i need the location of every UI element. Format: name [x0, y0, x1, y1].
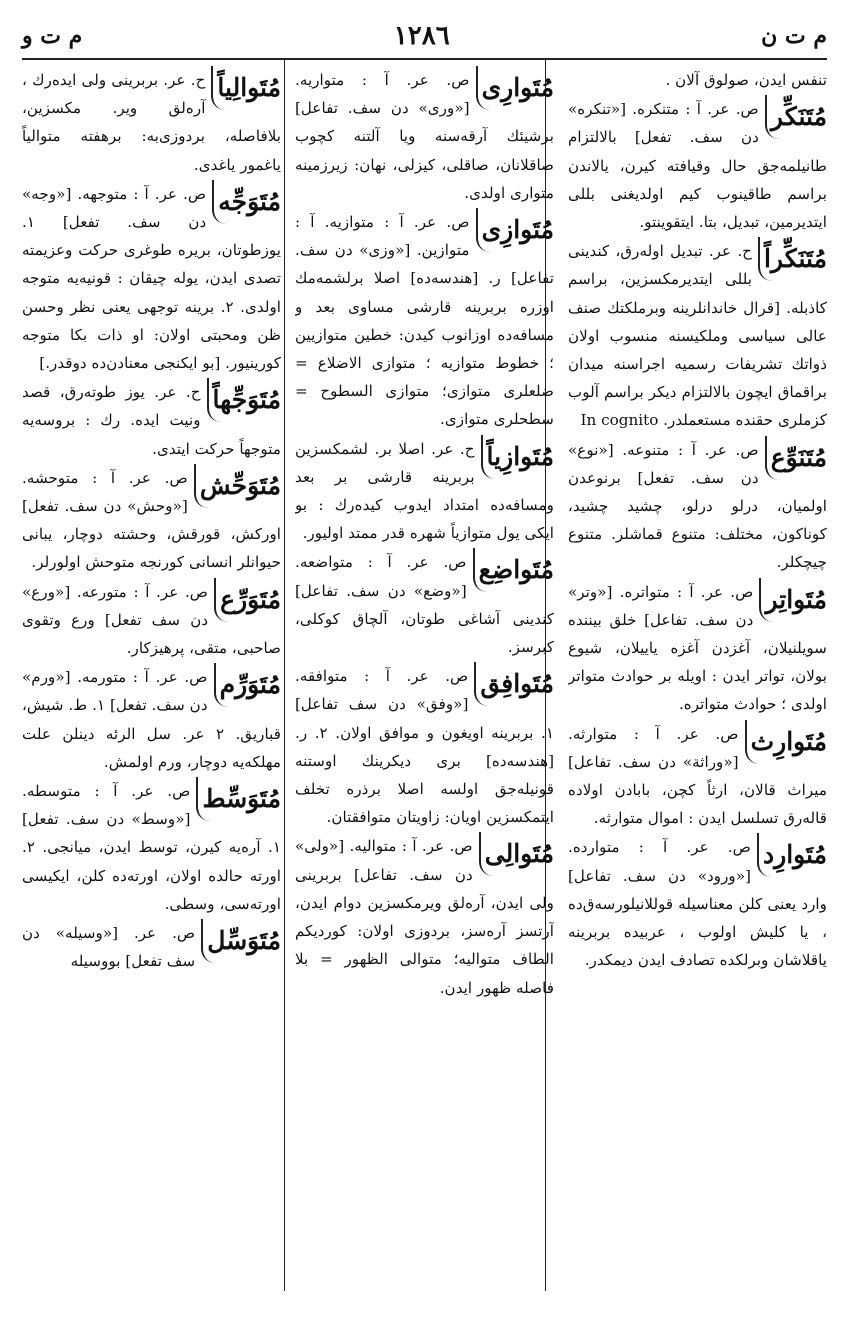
- entry-definition: قارشی بر بعد ومسافه‌ده امتداد ایدوب کیدەرك : بو ایکی یول متوازیاً شهره قدر ممتد اولیور.: [295, 467, 554, 543]
- dictionary-entry: [22, 378, 281, 463]
- entry-grammar-note: ص. عر. آ : متوحشه. [«وحش» دن سف. تفعل]: [22, 468, 188, 516]
- entry-headword: مُتَوَحِّش: [194, 464, 281, 508]
- entry-headword: مُتَنَکِّراً: [758, 237, 827, 281]
- entry-headword: مُتَنَکِّر: [765, 95, 827, 139]
- entry-grammar-note: ص. عر. آ : متورعه. [«ورع» دن سف تفعل]: [22, 582, 209, 629]
- dictionary-entry: [568, 578, 827, 719]
- entry-grammar-note: ص. عر. آ : متوارثه. [«وراثة» دن سف. تفاعل]: [568, 724, 739, 771]
- entry-headword: مُتَوَرِّع: [214, 578, 281, 622]
- dictionary-entry: [22, 464, 281, 577]
- dictionary-entry: [22, 919, 281, 975]
- entry-headword: مُتَوالِیاً: [211, 66, 281, 110]
- dictionary-entry: [22, 578, 281, 663]
- entry-grammar-note: ص. عر. آ : متوالیه. [«ولی» دن سف. تفاعل]: [295, 837, 473, 884]
- entry-definition: تنفس ایدن، صولوق آلان .: [665, 71, 827, 89]
- entry-definition: برشیئك آرقه‌سنه ویا آلتنه کچوب صاقلانان، صاقلی، کیزلی، نهان: زیرزمینه متواری اولدی.: [295, 127, 554, 202]
- entry-grammar-note: ص. عر. آ : متورمه. [«ورم» دن سف. تفعل]: [22, 668, 208, 715]
- entry-definition: بالالتزام طانیلمه‌جق حال وقیافته کیرن، یالاندن براسم طاقینوب کیم اولدیغنی بللی ایتدیرمین، تبدیل، بتا. ایتقوینتو.: [568, 128, 827, 232]
- entry-grammar-note: ص. عر. آ : متواضعه. [«وضع» دن سف. تفاعل]: [295, 553, 467, 600]
- dictionary-entry: [22, 777, 281, 918]
- header-left-letters: م ت و: [22, 23, 83, 49]
- page-number: ١٢٨٦: [393, 21, 450, 51]
- header-rule: [22, 58, 827, 60]
- dictionary-entry: [295, 548, 554, 661]
- entry-headword: مُتَوَسِّط: [196, 777, 281, 821]
- header-right-letters: م ت ن: [761, 23, 827, 49]
- entry-grammar-note: ص. عر. آ : متواتره. [«وتر» دن سف. تفاعل]: [568, 582, 754, 629]
- entry-grammar-note: ص. عر. آ : متوجهه. [«وجه» دن سف. تفعل]: [22, 184, 207, 232]
- dictionary-entry: [568, 237, 827, 434]
- entry-definition: ۱. بربرینه اویغون و موافق اولان. ۲. ر. [هندسه‌ده] بری دیکرینك اوستنه قونیله‌جق اولسه اصلا برذره تخلف ایتمکسزین اویان: زاویتان متوافقتان.: [295, 723, 554, 827]
- entry-grammar-note: ص. عر. آ : متوارده. [«ورود» دن سف. تفاعل]: [568, 838, 751, 885]
- entry-grammar-note: ص. عر. آ : متوسطه. [«وسط» دن سف. تفعل]: [22, 782, 191, 829]
- dictionary-entry: [568, 66, 827, 94]
- entry-grammar-note: ح. عر. تبدیل اوله‌رق، کندینی بللی: [568, 242, 752, 289]
- dictionary-entry: [295, 208, 554, 434]
- entry-headword: مُتَوَجِّه: [212, 180, 281, 224]
- entry-definition: ۱. ط. شیش، قباریق. ۲ عر. سل الرئه دینلن علت مهلکه‌یه دوچار، ورم اولمش.: [22, 696, 281, 771]
- entry-headword: مُتَوارِد: [757, 833, 827, 877]
- entry-headword: مُتَوازِی: [476, 208, 554, 252]
- dictionary-entry: [568, 833, 827, 974]
- entry-grammar-note: ص. عر. آ : متنوعه. [«نوع» دن سف. تفعل]: [568, 440, 759, 487]
- entry-definition: برنوعدن اولمیان، درلو درلو، چشید چشید، کوناکون، مختلف: متنوع قماشلر. متنوع چیچکلر.: [568, 468, 827, 572]
- dictionary-entry: [22, 180, 281, 377]
- dictionary-entry: [568, 720, 827, 833]
- entry-grammar-note: ص. عر. [«وسیله» دن سف تفعل]: [22, 924, 196, 971]
- entry-headword: مُتَواتِر: [759, 578, 827, 622]
- entry-headword: مُتَنَوِّع: [765, 436, 827, 480]
- entry-definition: ایتدیرمکسزین، براسم کاذبله. [قرال خاندانلرینه وبرملکتك صنف عالی سیاسی وملکیسنه منسوب اولان ذواتك تشریفات رسمیه اجراسنه میدان براقماق ایچون بالالتزام دیکر براسم آلوب کزملری حقنده مستعملدر. In cognito: [568, 270, 827, 430]
- entry-definition: ۱. آره‌یه کیرن، توسط ایدن، میانجی. ۲. اورته حالده اولان، اورته‌ده کلن، ایکیسی اورته‌سی، وسطی.: [22, 838, 281, 913]
- entry-headword: مُتَوَجِّهاً: [207, 378, 281, 422]
- dictionary-entry: [295, 832, 554, 1001]
- dictionary-entry: [22, 663, 281, 776]
- column-middle: [295, 66, 554, 1291]
- entry-grammar-note: ح. عر. اصلا بر. لشمکسزین بربرینه: [295, 439, 475, 486]
- entry-definition: خلق بیننده سویلنیلان، آغزدن آغزه یاییلان، شیوع بولان، تواتر ایدن : اویله بر حوادث متواتر اولدی ؛ حوادث متواتره.: [568, 610, 827, 714]
- entry-headword: مُتَوارِی: [476, 66, 554, 110]
- entry-headword: مُتَوازِیاً: [481, 435, 554, 479]
- entry-definition: میراث قالان، ارثاً کچن، بابادن اولاده قالەرق تسلسل ایدن : اموال متوارثه.: [568, 781, 827, 828]
- entry-definition: ورع وتقوی صاحبی، متقی، پرهیزکار.: [22, 610, 281, 658]
- dictionary-entry: [295, 435, 554, 548]
- entry-definition: رك : بروسه‌یه متوجهاً حرکت ایتدی.: [22, 411, 281, 458]
- entry-grammar-note: ح. عر. یوز طوته‌رق، قصد ونیت ایده.: [22, 383, 201, 430]
- entry-headword: مُتَوَسِّل: [201, 919, 281, 963]
- entry-headword: مُتَواضِع: [473, 548, 554, 592]
- dictionary-entry: [568, 436, 827, 577]
- dictionary-entry: [295, 662, 554, 831]
- dictionary-entry: [568, 95, 827, 236]
- entry-definition: اصلا برلشمه‌مك اوزره بربرینه قارشی مساوی بعد و مسافه‌ده اوزانوب کیدن: خطین متوازیین ؛ خطوط متوازیه ؛ متوازی الاضلاع = ضلعلری متوازی؛ متوازی السطوح = سطحلری متوازی.: [295, 269, 554, 429]
- entry-definition: بووسیله: [70, 952, 121, 971]
- dictionary-entry: [22, 66, 281, 179]
- entry-headword: مُتَوارِث: [745, 720, 827, 764]
- dictionary-entry: [295, 66, 554, 207]
- entry-grammar-note: ص. عر. آ : متنکره. [«تنکره» دن سف. تفعل]: [568, 100, 759, 147]
- entry-definition: کندینی آشاغی طوتان، آلچاق کوکلی، کبرسز.: [295, 609, 554, 657]
- entry-grammar-note: ص. عر. آ : متوافقه. [«وفق» دن سف تفاعل]: [295, 667, 469, 714]
- entry-headword: مُتَوافِق: [474, 662, 554, 706]
- entry-definition: اورکش، قورقش، وحشته دوچار، یبانی حیوانلر انسانی کورنجه متوحش اولورلر.: [22, 525, 281, 572]
- dictionary-columns: [22, 66, 827, 1291]
- entry-definition: مکسزین، بلافاصله، بردوزی‌به: برهفته متوالیاً یاغمور یاغدی.: [22, 99, 281, 174]
- column-right: [568, 66, 827, 1291]
- entry-definition: وارد یعنی کلن معناسیله قوللانیلورسەق‌ده ، یا کلیش اولوب ، عربیده بربرینه یاقلاشان وبرلکده تصادف ایدن دیمکدر.: [568, 894, 827, 970]
- entry-grammar-note: ص. عر. آ : متواریه. [«وری» دن سف. تفاعل]: [295, 71, 470, 118]
- entry-grammar-note: ص. عر. آ : متوازیه. آ : متوازین. [«وزی» دن سف. تفاعل] ر. [هندسه‌ده]: [295, 213, 554, 288]
- column-left: [22, 66, 281, 1291]
- entry-definition: ۱. یوزطوتان، بریره طوغری حرکت وعزیمته تصدی ایدن، یوله چیقان : قونیه‌یه متوجه اولدی. ۲. برینه توجهی یعنی نظر وحسن ظن ومحبتی اولان: او ذات بکا متوجه کورینیور. [بو ایکنجی معنادن‌ده‌ دوقدر.]: [22, 213, 281, 373]
- entry-headword: مُتَوَرِّم: [214, 663, 281, 707]
- entry-grammar-note: ح. عر. بربرینی ولی ایده‌رك ، آره‌لق ویر.: [22, 71, 206, 118]
- entry-definition: بربرینی ولی ایدن، آره‌لق ویرمکسزین دوام ایدن، آرتسز آره‌سز، بردوزی اولان: کوردیکم الطاف متوالیه؛ متوالی الظهور = بلا فاصله ظهور ایدن.: [295, 865, 554, 997]
- entry-headword: مُتَوالِی: [479, 832, 554, 876]
- page-header: [22, 18, 827, 54]
